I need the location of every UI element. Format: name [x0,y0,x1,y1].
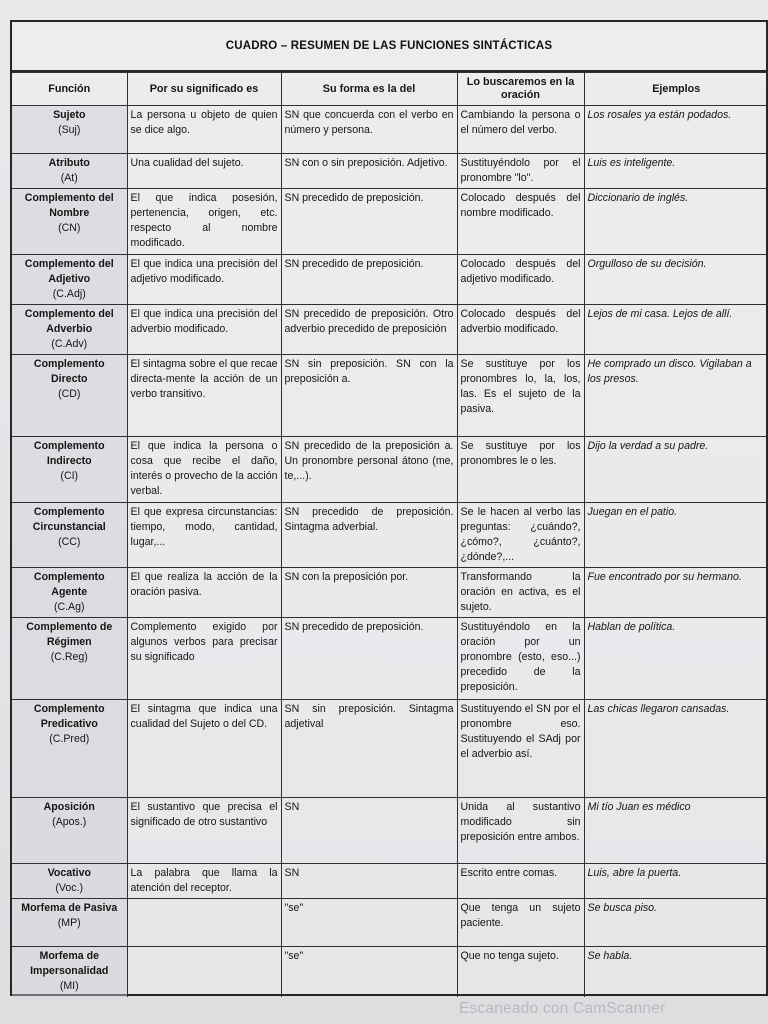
example-cell: He comprado un disco. Vigilaban a los presos. [584,355,768,437]
header-forma: Su forma es la del [281,73,457,106]
meaning-cell [127,899,281,947]
meaning-cell: El que indica una precisión del adjetivo modificado. [127,255,281,305]
function-abbr: (C.Adj) [52,288,86,300]
example-cell: Dijo la verdad a su padre. [584,437,768,503]
meaning-cell [127,947,281,997]
location-cell: Se le hacen al verbo las preguntas: ¿cuándo?, ¿cómo?, ¿cuánto?, ¿dónde?,... [457,503,584,568]
location-cell: Escrito entre comas. [457,864,584,899]
function-name: Complemento Circunstancial [32,506,106,533]
function-name: Vocativo [47,867,91,879]
table-row [12,503,768,568]
meaning-cell: Una cualidad del sujeto. [127,154,281,189]
function-name: Complemento Indirecto [33,440,105,467]
function-cell [12,355,127,437]
function-cell [12,305,127,355]
function-cell [12,255,127,305]
function-name: Complemento Predicativo [33,703,105,730]
function-cell [12,568,127,618]
location-cell: Sustituyendo el SN por el pronombre eso. Sustituyendo el SAdj por el adverbio así. [457,700,584,798]
form-cell: SN [281,798,457,864]
function-name: Complemento del Nombre [24,192,114,219]
table-row [12,106,768,154]
function-cell [12,503,127,568]
meaning-cell: Complemento exigido por algunos verbos para precisar su significado [127,618,281,700]
function-abbr: (CC) [58,536,81,548]
meaning-cell: El que indica la persona o cosa que recibe el daño, interés o provecho de la acción verbal. [127,437,281,503]
form-cell: SN precedido de preposición. [281,618,457,700]
location-cell: Colocado después del nombre modificado. [457,189,584,255]
function-cell [12,106,127,154]
form-cell: SN precedido de la preposición a. Un pronombre personal átono (me, te,...). [281,437,457,503]
function-abbr: (C.Adv) [51,338,88,350]
form-cell: SN precedido de preposición. Otro adverbio precedido de preposición [281,305,457,355]
function-cell [12,618,127,700]
function-abbr: (MP) [57,917,81,929]
example-cell: Los rosales ya están podados. [584,106,768,154]
header-funcion: Función [12,73,127,106]
table-row [12,437,768,503]
table-row [12,899,768,947]
function-abbr: (C.Reg) [50,651,88,663]
meaning-cell: El que indica una precisión del adverbio modificado. [127,305,281,355]
table-row [12,798,768,864]
function-name: Morfema de Impersonalidad [30,950,109,977]
location-cell: Cambiando la persona o el número del verbo. [457,106,584,154]
function-abbr: (At) [60,172,78,184]
syntactic-functions-table [12,72,768,997]
example-cell: Mi tío Juan es médico [584,798,768,864]
table-row [12,618,768,700]
function-name: Complemento del Adverbio [24,308,114,335]
meaning-cell: El sintagma que indica una cualidad del Sujeto o del CD. [127,700,281,798]
form-cell: "se" [281,899,457,947]
meaning-cell: La palabra que llama la atención del receptor. [127,864,281,899]
function-cell [12,899,127,947]
function-cell [12,947,127,997]
function-abbr: (C.Pred) [49,733,90,745]
form-cell: SN precedido de preposición. Sintagma adverbial. [281,503,457,568]
example-cell: Hablan de política. [584,618,768,700]
camscanner-watermark: Escaneado con CamScanner [459,1000,666,1017]
form-cell: SN sin preposición. Sintagma adjetival [281,700,457,798]
location-cell: Colocado después del adverbio modificado. [457,305,584,355]
table-row [12,355,768,437]
meaning-cell: La persona u objeto de quien se dice algo. [127,106,281,154]
function-name: Atributo [48,157,90,169]
meaning-cell: El que expresa circunstancias: tiempo, modo, cantidad, lugar,... [127,503,281,568]
table-title: CUADRO – RESUMEN DE LAS FUNCIONES SINTÁCTICAS [12,22,766,72]
table-row [12,154,768,189]
location-cell: Se sustituye por los pronombres lo, la, los, las. Es el sujeto de la pasiva. [457,355,584,437]
example-cell: Lejos de mi casa. Lejos de allí. [584,305,768,355]
function-cell [12,437,127,503]
table-row [12,255,768,305]
location-cell: Que no tenga sujeto. [457,947,584,997]
function-abbr: (CI) [60,470,79,482]
example-cell: Fue encontrado por su hermano. [584,568,768,618]
location-cell: Sustituyéndolo por el pronombre "lo". [457,154,584,189]
meaning-cell: El que realiza la acción de la oración pasiva. [127,568,281,618]
example-cell: Las chicas llegaron cansadas. [584,700,768,798]
form-cell: SN con la preposición por. [281,568,457,618]
example-cell: Se habla. [584,947,768,997]
header-significado: Por su significado es [127,73,281,106]
meaning-cell: El sustantivo que precisa el significado de otro sustantivo [127,798,281,864]
location-cell: Unida al sustantivo modificado sin preposición entre ambos. [457,798,584,864]
function-abbr: (MI) [59,980,79,992]
table-row [12,305,768,355]
function-cell [12,798,127,864]
example-cell: Luis, abre la puerta. [584,864,768,899]
header-buscaremos: Lo buscaremos en la oración [457,73,584,106]
function-name: Complemento de Régimen [26,621,113,648]
function-abbr: (Suj) [58,124,81,136]
meaning-cell: El que indica posesión, pertenencia, origen, etc. respecto al nombre modificado. [127,189,281,255]
form-cell: SN precedido de preposición. [281,255,457,305]
header-ejemplos: Ejemplos [584,73,768,106]
function-abbr: (CN) [58,222,81,234]
example-cell: Diccionario de inglés. [584,189,768,255]
function-cell [12,700,127,798]
function-name: Complemento del Adjetivo [24,258,114,285]
table-row [12,864,768,899]
table-row [12,947,768,997]
form-cell: SN [281,864,457,899]
location-cell: Se sustituye por los pronombres le o les. [457,437,584,503]
function-name: Morfema de Pasiva [21,902,118,914]
function-cell [12,154,127,189]
function-name: Complemento Directo [33,358,105,385]
example-cell: Juegan en el patio. [584,503,768,568]
header-row [12,73,768,106]
table-row [12,700,768,798]
summary-table-frame [10,20,768,996]
function-name: Sujeto [53,109,86,121]
table-row [12,189,768,255]
example-cell: Se busca piso. [584,899,768,947]
location-cell: Que tenga un sujeto paciente. [457,899,584,947]
function-name: Aposición [43,801,95,813]
form-cell: SN con o sin preposición. Adjetivo. [281,154,457,189]
table-row [12,568,768,618]
location-cell: Transformando la oración en activa, es el sujeto. [457,568,584,618]
meaning-cell: El sintagma sobre el que recae directa-mente la acción de un verbo transitivo. [127,355,281,437]
location-cell: Sustituyéndolo en la oración por un pronombre (esto, eso...) precedido de la preposición. [457,618,584,700]
form-cell: SN precedido de preposición. [281,189,457,255]
form-cell: SN sin preposición. SN con la preposición a. [281,355,457,437]
function-abbr: (CD) [58,388,81,400]
function-abbr: (C.Ag) [53,601,85,613]
function-cell [12,864,127,899]
example-cell: Luis es inteligente. [584,154,768,189]
form-cell: "se" [281,947,457,997]
function-abbr: (Apos.) [52,816,87,828]
function-name: Complemento Agente [33,571,105,598]
function-abbr: (Voc.) [55,882,84,894]
form-cell: SN que concuerda con el verbo en número y persona. [281,106,457,154]
location-cell: Colocado después del adjetivo modificado. [457,255,584,305]
function-cell [12,189,127,255]
example-cell: Orgulloso de su decisión. [584,255,768,305]
